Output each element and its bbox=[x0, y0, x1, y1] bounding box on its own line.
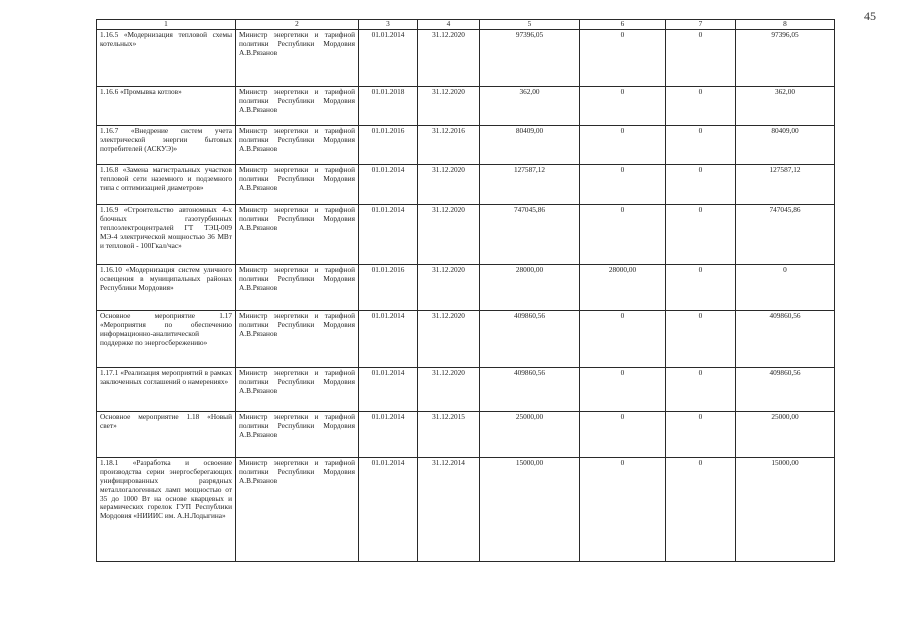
amount-col-6: 0 bbox=[580, 368, 666, 412]
end-date: 31.12.2016 bbox=[418, 126, 480, 165]
measure-name: 1.16.9 «Строительство автономных 4-х блочных газотурбинных теплоэлектроцентралей ГТ ТЭЦ-009 МЭ-4 электрической мощностью 36 МВт и тепловой - 100Гкал/час» bbox=[97, 205, 236, 265]
total-amount: 80409,00 bbox=[480, 126, 580, 165]
executor: Министр энергетики и тарифной политики Республики Мордовия А.В.Рязанов bbox=[236, 311, 359, 368]
table-row bbox=[97, 412, 835, 458]
start-date: 01.01.2016 bbox=[359, 126, 418, 165]
total-amount: 28000,00 bbox=[480, 265, 580, 311]
start-date: 01.01.2014 bbox=[359, 458, 418, 562]
amount-col-8: 0 bbox=[736, 265, 835, 311]
total-amount: 409860,56 bbox=[480, 368, 580, 412]
amount-col-7: 0 bbox=[666, 126, 736, 165]
col-7-number: 7 bbox=[666, 20, 736, 30]
total-amount: 15000,00 bbox=[480, 458, 580, 562]
start-date: 01.01.2014 bbox=[359, 165, 418, 205]
amount-col-8: 409860,56 bbox=[736, 311, 835, 368]
measures-table bbox=[96, 19, 835, 562]
end-date: 31.12.2020 bbox=[418, 311, 480, 368]
amount-col-7: 0 bbox=[666, 368, 736, 412]
amount-col-7: 0 bbox=[666, 30, 736, 87]
amount-col-7: 0 bbox=[666, 87, 736, 126]
executor: Министр энергетики и тарифной политики Республики Мордовия А.В.Рязанов bbox=[236, 165, 359, 205]
measure-name: Основное мероприятие 1.18 «Новый свет» bbox=[97, 412, 236, 458]
table-row bbox=[97, 165, 835, 205]
amount-col-8: 25000,00 bbox=[736, 412, 835, 458]
col-6-number: 6 bbox=[580, 20, 666, 30]
amount-col-6: 28000,00 bbox=[580, 265, 666, 311]
total-amount: 97396,05 bbox=[480, 30, 580, 87]
amount-col-6: 0 bbox=[580, 205, 666, 265]
measure-name: 1.16.8 «Замена магистральных участков тепловой сети наземного и подземного типа с оптимизацией диаметров» bbox=[97, 165, 236, 205]
amount-col-7: 0 bbox=[666, 205, 736, 265]
table-row bbox=[97, 87, 835, 126]
end-date: 31.12.2014 bbox=[418, 458, 480, 562]
amount-col-8: 80409,00 bbox=[736, 126, 835, 165]
table-row bbox=[97, 205, 835, 265]
total-amount: 409860,56 bbox=[480, 311, 580, 368]
end-date: 31.12.2015 bbox=[418, 412, 480, 458]
table-row bbox=[97, 458, 835, 562]
col-2-number: 2 bbox=[236, 20, 359, 30]
amount-col-6: 0 bbox=[580, 311, 666, 368]
measure-name: 1.16.7 «Внедрение систем учета электрической энергии бытовых потребителей (АСКУЭ)» bbox=[97, 126, 236, 165]
total-amount: 747045,86 bbox=[480, 205, 580, 265]
amount-col-7: 0 bbox=[666, 412, 736, 458]
executor: Министр энергетики и тарифной политики Республики Мордовия А.В.Рязанов bbox=[236, 265, 359, 311]
amount-col-8: 97396,05 bbox=[736, 30, 835, 87]
amount-col-6: 0 bbox=[580, 165, 666, 205]
amount-col-7: 0 bbox=[666, 311, 736, 368]
start-date: 01.01.2014 bbox=[359, 30, 418, 87]
measure-name: 1.16.6 «Промывка котлов» bbox=[97, 87, 236, 126]
amount-col-7: 0 bbox=[666, 265, 736, 311]
start-date: 01.01.2018 bbox=[359, 87, 418, 126]
amount-col-6: 0 bbox=[580, 458, 666, 562]
amount-col-7: 0 bbox=[666, 458, 736, 562]
column-number-header bbox=[97, 20, 835, 30]
end-date: 31.12.2020 bbox=[418, 368, 480, 412]
amount-col-6: 0 bbox=[580, 30, 666, 87]
executor: Министр энергетики и тарифной политики Республики Мордовия А.В.Рязанов bbox=[236, 368, 359, 412]
col-8-number: 8 bbox=[736, 20, 835, 30]
total-amount: 362,00 bbox=[480, 87, 580, 126]
amount-col-8: 409860,56 bbox=[736, 368, 835, 412]
start-date: 01.01.2014 bbox=[359, 311, 418, 368]
measure-name: 1.18.1 «Разработка и освоение производства серии энергосберегающих унифицированных разрядных металлогалогенных ламп мощностью от 35 до 1000 Вт на основе кварцевых и керамических горелок ГУП Республики Мордовия «НИИИС им. А.Н.Лодыгина» bbox=[97, 458, 236, 562]
end-date: 31.12.2020 bbox=[418, 87, 480, 126]
amount-col-8: 15000,00 bbox=[736, 458, 835, 562]
total-amount: 25000,00 bbox=[480, 412, 580, 458]
amount-col-8: 747045,86 bbox=[736, 205, 835, 265]
executor: Министр энергетики и тарифной политики Республики Мордовия А.В.Рязанов bbox=[236, 458, 359, 562]
total-amount: 127587,12 bbox=[480, 165, 580, 205]
measure-name: 1.17.1 «Реализация мероприятий в рамках заключенных соглашений о намерениях» bbox=[97, 368, 236, 412]
end-date: 31.12.2020 bbox=[418, 265, 480, 311]
table-row bbox=[97, 265, 835, 311]
amount-col-6: 0 bbox=[580, 126, 666, 165]
executor: Министр энергетики и тарифной политики Республики Мордовия А.В.Рязанов bbox=[236, 87, 359, 126]
amount-col-6: 0 bbox=[580, 87, 666, 126]
executor: Министр энергетики и тарифной политики Республики Мордовия А.В.Рязанов bbox=[236, 412, 359, 458]
start-date: 01.01.2014 bbox=[359, 205, 418, 265]
end-date: 31.12.2020 bbox=[418, 30, 480, 87]
measure-name: 1.16.10 «Модернизация систем уличного освещения в муниципальных районах Республики Мордовия» bbox=[97, 265, 236, 311]
col-3-number: 3 bbox=[359, 20, 418, 30]
amount-col-8: 127587,12 bbox=[736, 165, 835, 205]
table-row bbox=[97, 368, 835, 412]
table-row bbox=[97, 311, 835, 368]
table-row bbox=[97, 30, 835, 87]
end-date: 31.12.2020 bbox=[418, 165, 480, 205]
start-date: 01.01.2014 bbox=[359, 412, 418, 458]
amount-col-8: 362,00 bbox=[736, 87, 835, 126]
page-number: 45 bbox=[864, 9, 876, 23]
measure-name: Основное мероприятие 1.17 «Мероприятия по обеспечению информационно-аналитической поддержке по энергосбережению» bbox=[97, 311, 236, 368]
start-date: 01.01.2016 bbox=[359, 265, 418, 311]
measure-name: 1.16.5 «Модернизация тепловой схемы котельных» bbox=[97, 30, 236, 87]
executor: Министр энергетики и тарифной политики Республики Мордовия А.В.Рязанов bbox=[236, 205, 359, 265]
start-date: 01.01.2014 bbox=[359, 368, 418, 412]
executor: Министр энергетики и тарифной политики Республики Мордовия А.В.Рязанов bbox=[236, 126, 359, 165]
col-1-number: 1 bbox=[97, 20, 236, 30]
table-row bbox=[97, 126, 835, 165]
col-5-number: 5 bbox=[480, 20, 580, 30]
executor: Министр энергетики и тарифной политики Республики Мордовия А.В.Рязанов bbox=[236, 30, 359, 87]
amount-col-6: 0 bbox=[580, 412, 666, 458]
col-4-number: 4 bbox=[418, 20, 480, 30]
end-date: 31.12.2020 bbox=[418, 205, 480, 265]
amount-col-7: 0 bbox=[666, 165, 736, 205]
